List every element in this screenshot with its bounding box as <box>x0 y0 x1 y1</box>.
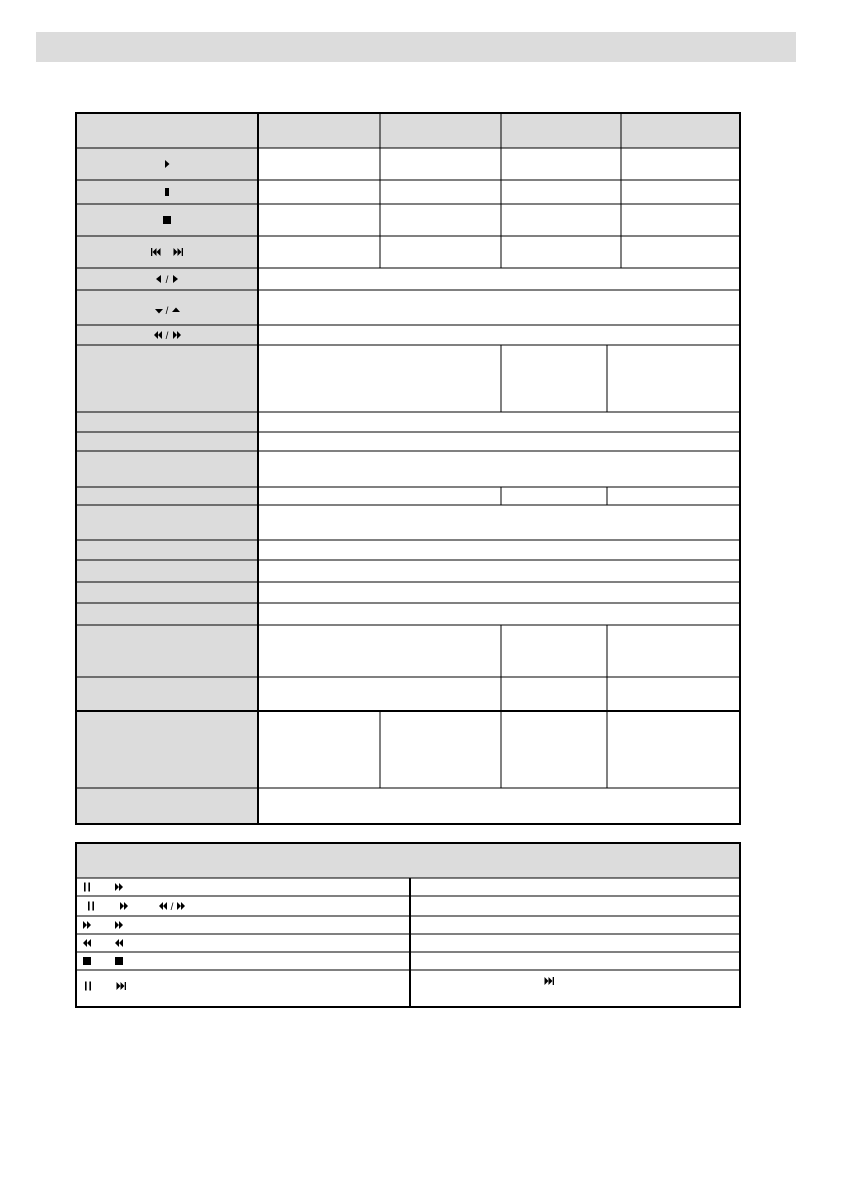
fast-forward-icon <box>177 902 185 910</box>
pause-icon <box>88 902 94 911</box>
fast-forward-icon <box>115 883 123 891</box>
icon-separator: / <box>170 902 174 913</box>
pause-icon <box>84 883 90 892</box>
stop-icon <box>163 216 171 224</box>
key-combination-title-bar <box>76 843 740 878</box>
row-label-stop <box>163 216 171 224</box>
fast-forward-icon <box>115 921 123 929</box>
skip-next-icon <box>545 977 555 985</box>
combo-row-4 <box>83 939 123 947</box>
pause-icon <box>165 188 169 196</box>
rewind-icon <box>159 902 167 910</box>
rewind-icon <box>115 939 123 947</box>
fast-forward-icon <box>120 902 128 910</box>
combo-row-3 <box>83 921 123 929</box>
rewind-icon <box>83 939 91 947</box>
combo-row-5 <box>83 957 123 965</box>
table-header-row <box>76 113 740 148</box>
combo-row-2 <box>88 902 185 914</box>
skip-next-icon <box>117 982 127 990</box>
row-label-pause <box>165 188 169 196</box>
fast-forward-icon <box>83 921 91 929</box>
icon-separator: / <box>165 275 169 286</box>
stop-icon <box>115 957 123 965</box>
label-column <box>76 148 258 824</box>
function-table <box>76 113 740 824</box>
pause-icon <box>85 982 91 991</box>
key-combination-table <box>76 843 740 1007</box>
combo-row-6 <box>85 977 554 991</box>
combo-row-1 <box>84 883 123 892</box>
stop-icon <box>83 957 91 965</box>
icon-separator: / <box>165 306 169 317</box>
icon-separator: / <box>165 331 169 342</box>
